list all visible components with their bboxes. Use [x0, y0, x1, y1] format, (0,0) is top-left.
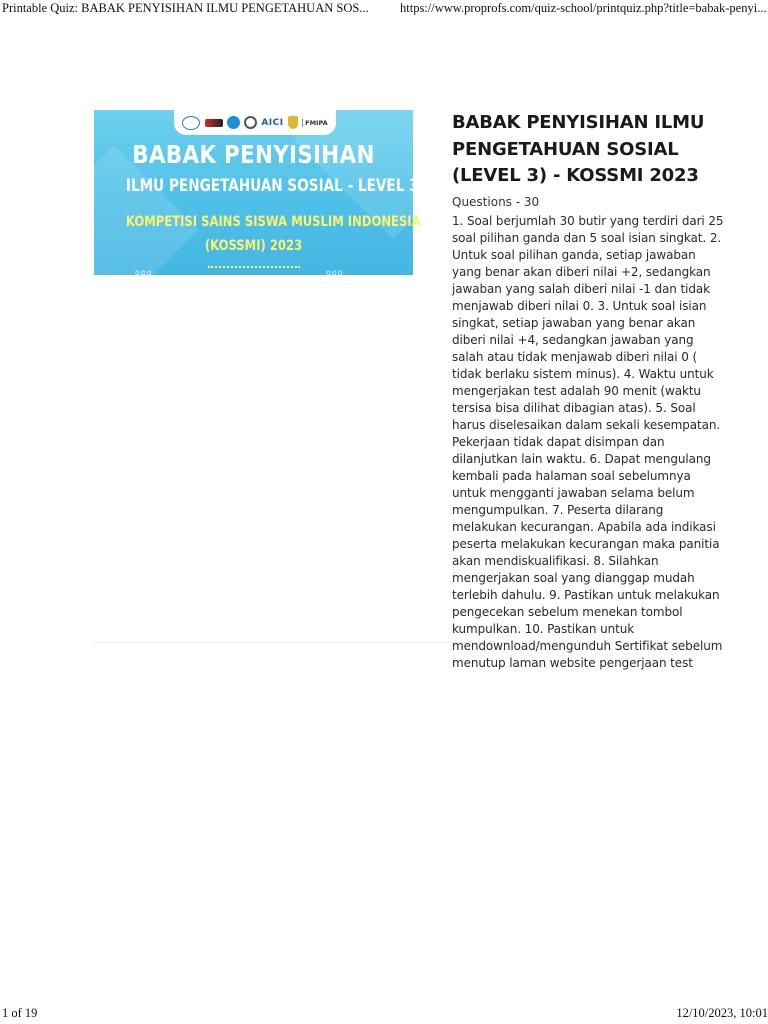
banner-competition-name: KOMPETISI SAINS SISWA MUSLIM INDONESIA: [125, 214, 421, 230]
print-header-title: Printable Quiz: BABAK PENYISIHAN ILMU PENGETAHUAN SOS...: [2, 1, 369, 15]
sponsor-logo-strip: [174, 110, 336, 135]
quiz-banner-image: [94, 110, 421, 277]
banner-dots-left: ooo: [135, 268, 153, 277]
aici-logo: AICI: [261, 117, 284, 128]
quiz-description: 1. Soal berjumlah 30 butir yang terdiri dari 25 soal pilihan ganda dan 5 soal isian singkat. 2. Untuk soal pilihan ganda, setiap jawaban yang benar akan diberi nilai +2, sedangkan jawaban yang salah diberi nilai -1 dan tidak menjawab diberi nilai 0. 3. Untuk soal isian singkat, setiap jawaban yang benar akan diberi nilai +4, sedangkan jawaban yang salah atau tidak menjawab diberi nilai 0 ( tidak berlaku sistem minus). 4. Waktu untuk mengerjakan test adalah 90 menit (waktu tersisa bisa dilihat dibagian atas). 5. Soal harus diselesaikan dalam sekali kesempatan. Pekerjaan tidak dapat disimpan dan dilanjutkan lain waktu. 6. Dapat mengulang kembali pada halaman soal sebelumnya untuk mengganti jawaban selama belum mengumpulkan. 7. Peserta dilarang melakukan kecurangan. Apabila ada indikasi peserta melakukan kecurangan maka panitia akan mendiskualifikasi. 8. Silahkan mengerjakan soal yang dianggap mudah terlebih dahulu. 9. Pastikan untuk melakukan pengecekan sebelum menekan tombol kumpulkan. 10. Pastikan untuk mendownload/mengunduh Sertifikat sebelum menutup laman website pengerjaan test: [452, 213, 724, 670]
print-date: 12/10/2023, 10:01: [676, 1006, 768, 1020]
banner-dots-right: ooo: [326, 268, 344, 277]
page-number: 1 of 19: [2, 1006, 38, 1020]
university-crest-logo: [288, 116, 298, 129]
banner-dotted-divider: [208, 266, 300, 270]
print-footer: [0, 1006, 768, 1024]
print-header-url: https://www.proprofs.com/quiz-school/printquiz.php?title=babak-penyi...: [400, 1, 767, 15]
partner-ring-logo: [244, 116, 257, 129]
partner-circle-logo: [227, 116, 240, 129]
banner-decoration-left: [29, 145, 199, 315]
banner-title: BABAK PENYISIHAN: [132, 140, 375, 169]
organizer-logo: [182, 116, 200, 130]
quiz-info: [452, 110, 752, 672]
banner-subtitle: ILMU PENGETAHUAN SOSIAL - LEVEL 3: [125, 176, 419, 196]
fmipa-logo: FMIPA: [302, 119, 328, 127]
quiz-title: BABAK PENYISIHAN ILMU PENGETAHUAN SOSIAL (LEVEL 3) - KOSSMI 2023: [452, 112, 705, 186]
banner-competition-abbrev: (KOSSMI) 2023: [204, 238, 303, 254]
print-header: [0, 0, 768, 18]
question-count: Questions - 30: [452, 194, 540, 209]
quiz-card: [94, 110, 724, 670]
partner-logo: [205, 119, 223, 127]
